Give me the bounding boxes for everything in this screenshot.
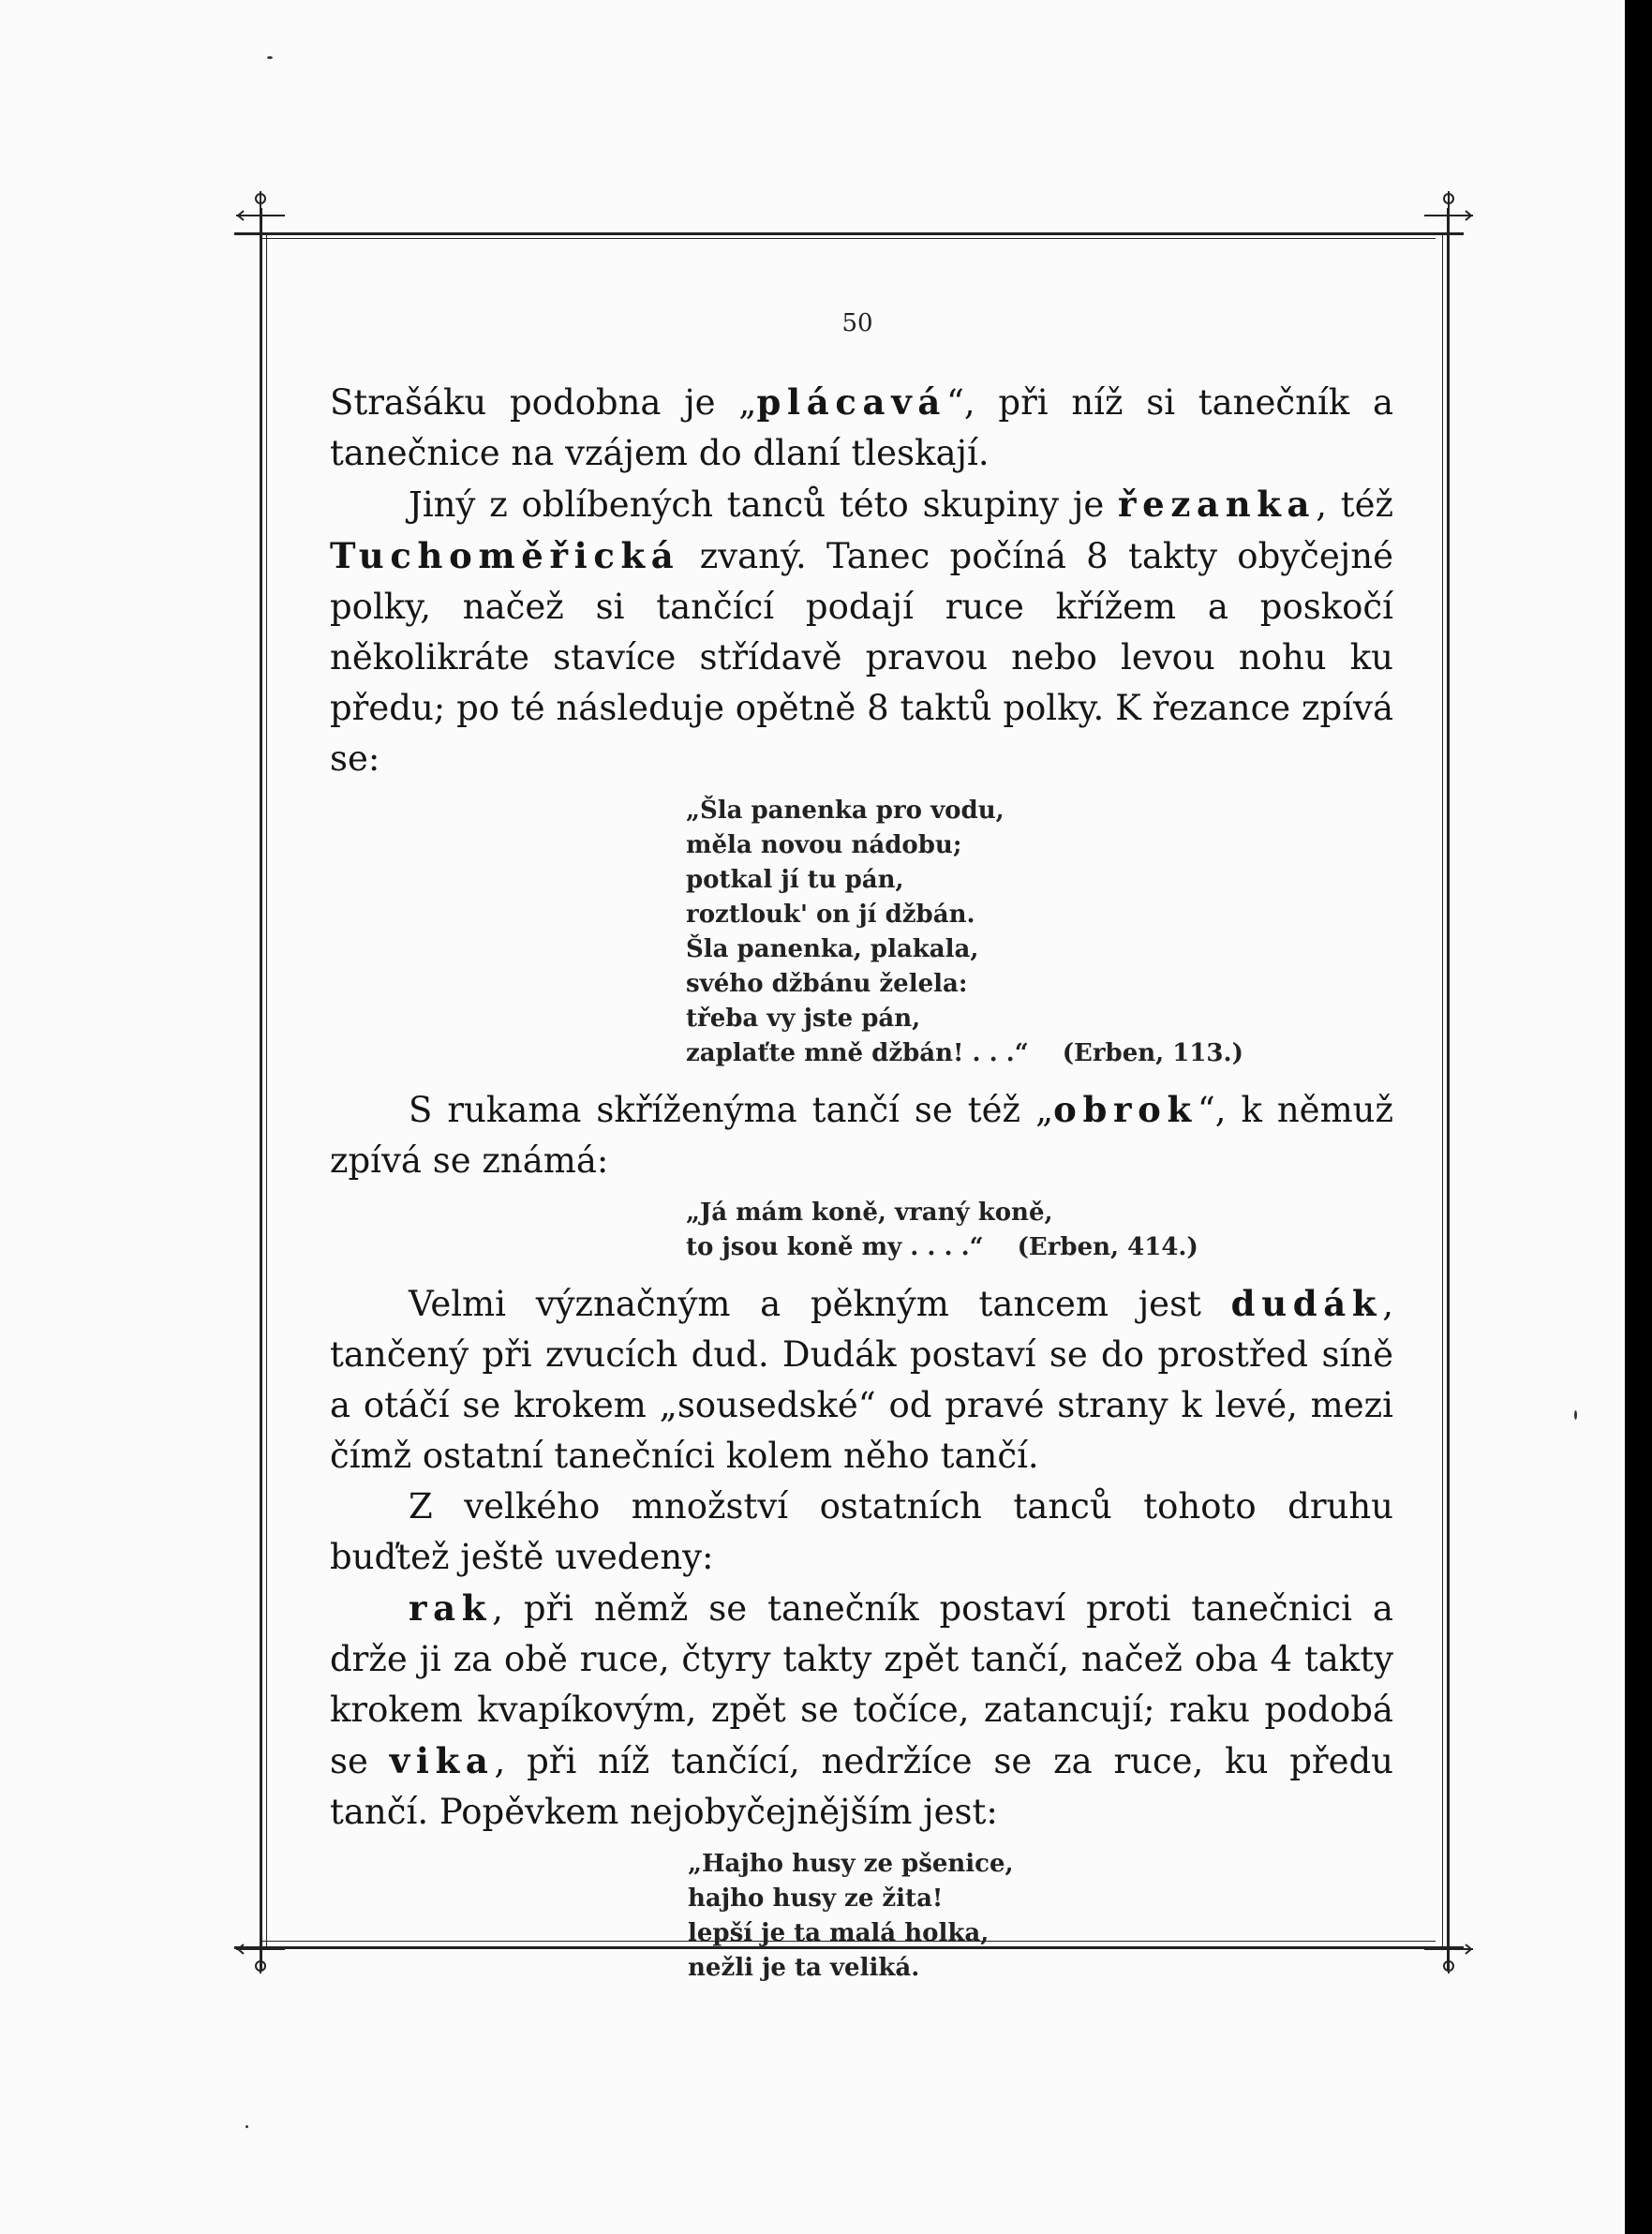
frame-right-rule <box>1447 208 1450 1970</box>
frame-top-rule-inner <box>262 238 1436 239</box>
dance-name-emphasis: plácavá <box>756 381 946 423</box>
verse-line: „Já mám koně, vraný koně, <box>686 1199 1053 1227</box>
frame-left-rule-inner <box>266 234 267 1949</box>
dance-name-emphasis: řezanka <box>1118 484 1317 525</box>
text-run: , při němž se tanečník postaví proti tanečnici a drže ji za obě ruce, čtyry takty zpět tančí, načež oba 4 takty krokem kvapíkovým, zpět se točíce, zatancují; raku podobá se <box>330 1588 1393 1781</box>
paragraph-řezanka <box>330 479 1393 784</box>
dance-name-emphasis: obrok <box>1053 1089 1198 1130</box>
page-number: 50 <box>841 309 873 337</box>
text-run: , při níž tančící, nedržíce se za ruce, ku předu tančí. Popěvkem nejobyčejnějším jest: <box>330 1741 1393 1832</box>
corner-ornament-bottom-left-icon <box>232 1921 289 1977</box>
paragraph-dudák <box>330 1278 1393 1482</box>
verse-line-text: zaplaťte mně džbán! . . .“ <box>686 1039 1029 1067</box>
frame-top-rule <box>234 232 1464 235</box>
citation: (Erben, 414.) <box>1017 1233 1198 1261</box>
verse-line: „Hajho husy ze pšenice, <box>688 1850 1014 1878</box>
corner-ornament-bottom-right-icon <box>1421 1921 1477 1977</box>
citation: (Erben, 113.) <box>1062 1039 1243 1067</box>
body-text <box>330 377 1393 1999</box>
verse-line: hajho husy ze žita! <box>688 1884 944 1913</box>
text-run: , též <box>1316 484 1394 525</box>
dance-name-emphasis: rak <box>409 1587 493 1629</box>
verse-line: svého džbánu želela: <box>686 970 968 998</box>
verse-line-text: to jsou koně my . . . .“ <box>686 1233 984 1261</box>
text-run: S rukama skříženýma tančí se též „ <box>409 1090 1054 1130</box>
text-run: , tančený při zvucích dud. Dudák postaví se do prostřed síně a otáčí se krokem „sousedské“ od pravé strany k levé, mezi čímž ostatní tanečníci kolem něho tančí. <box>330 1284 1393 1476</box>
text-run: Strašáku podobna je „ <box>330 382 757 423</box>
paragraph-obrok <box>330 1084 1393 1186</box>
frame-left-rule <box>260 208 262 1970</box>
dust-speck <box>246 2125 248 2128</box>
verse-line: „Šla panenka pro vodu, <box>686 797 1005 825</box>
paragraph-rak <box>330 1583 1393 1838</box>
verse-line: potkal jí tu pán, <box>686 866 904 894</box>
verse-line <box>686 1230 1393 1265</box>
text-run: “, při níž si tanečník a tanečnice na vzájem do dlaní tleskají. <box>330 382 1394 473</box>
text-run: zvaný. Tanec počíná 8 takty obyčejné polky, načež si tančící podají ruce křížem a poskočí několikráte stavíce střídavě pravou nebo levou nohu ku předu; po té následuje opětně 8 taktů polky. K řezance zpívá se: <box>330 536 1393 779</box>
verse-line: roztlouk' on jí džbán. <box>686 901 975 929</box>
verse-řezanka <box>330 794 1393 1071</box>
verse-line <box>686 1036 1393 1071</box>
text-run: “, k němuž zpívá se známá: <box>330 1090 1393 1181</box>
verse-line: třeba vy jste pán, <box>686 1005 921 1033</box>
verse-line: Šla panenka, plakala, <box>686 935 979 963</box>
dance-name-emphasis: Tuchoměřická <box>330 535 680 576</box>
verse-line: měla novou nádobu; <box>686 831 962 859</box>
text-run: Jiný z oblíbených tanců této skupiny je <box>409 484 1119 525</box>
verse-line: lepší je ta malá holka, <box>688 1919 990 1947</box>
paragraph-ostatní <box>330 1482 1393 1583</box>
dust-speck <box>1574 1410 1577 1420</box>
verse-hajho <box>330 1847 1393 1986</box>
dance-name-emphasis: dudák <box>1230 1283 1383 1324</box>
dance-name-emphasis: vika <box>389 1740 495 1781</box>
corner-ornament-top-left-icon <box>232 187 289 244</box>
verse-line: nežli je ta veliká. <box>688 1954 920 1982</box>
text-run: Velmi význačným a pěkným tancem jest <box>409 1284 1231 1324</box>
dust-speck <box>267 56 273 59</box>
verse-obrok <box>330 1196 1393 1265</box>
text-run: Z velkého množství ostatních tanců tohoto druhu buďtež ještě uvedeny: <box>330 1486 1393 1577</box>
corner-ornament-top-right-icon <box>1421 187 1477 244</box>
paragraph-plácavá <box>330 377 1393 479</box>
frame-right-rule-inner <box>1442 234 1443 1949</box>
